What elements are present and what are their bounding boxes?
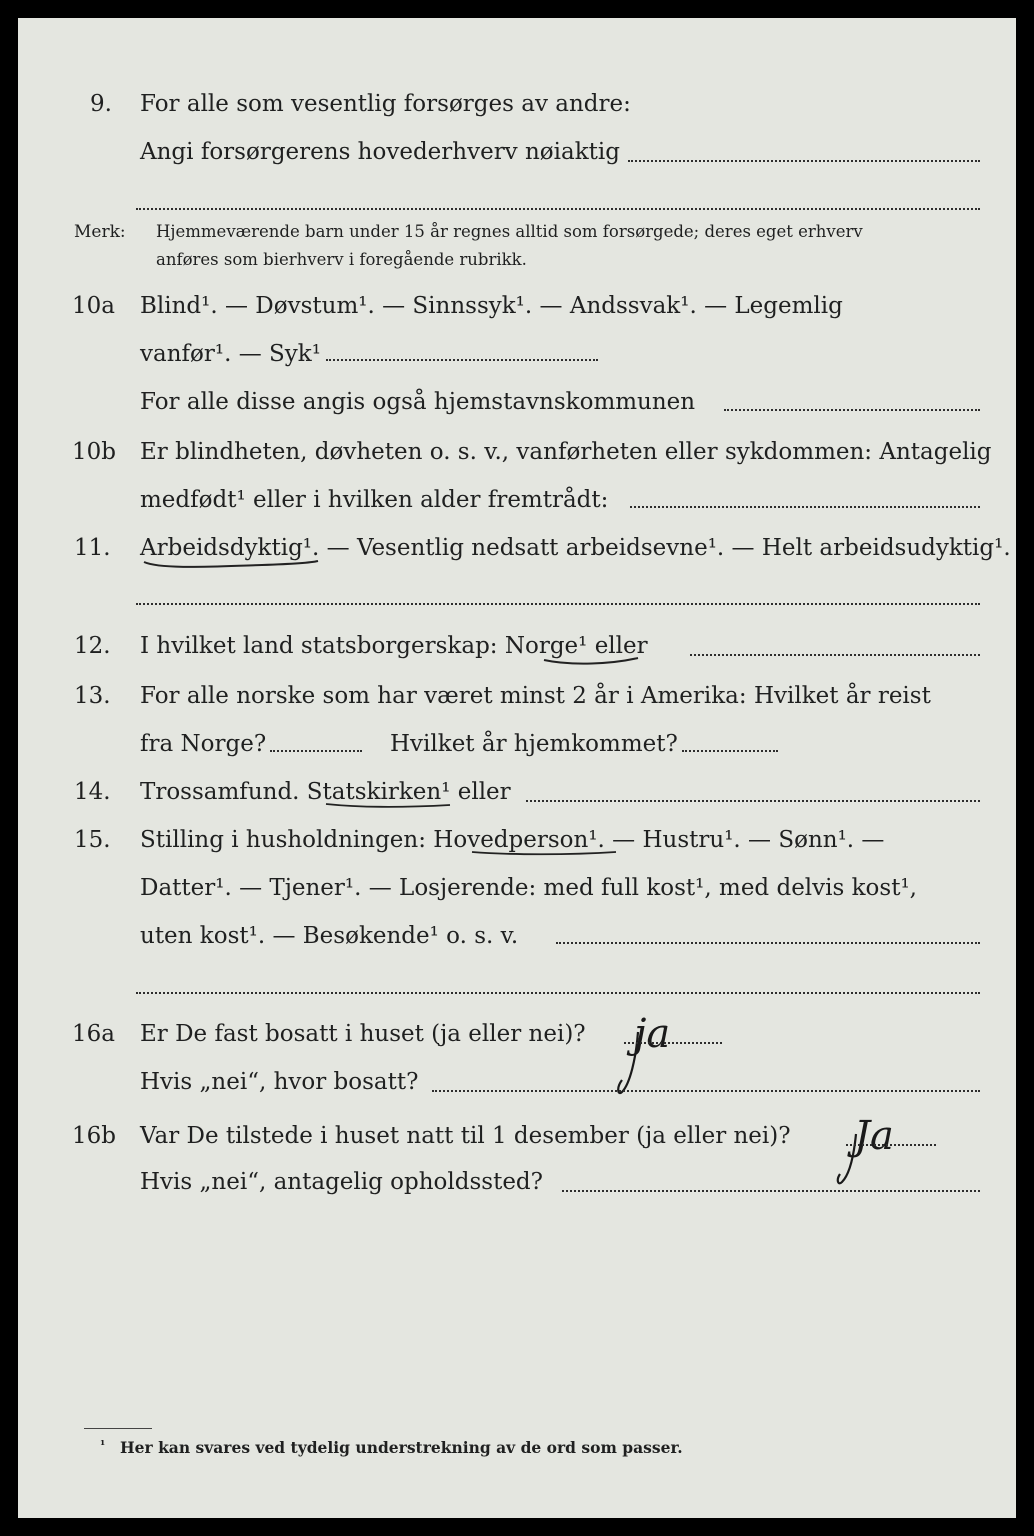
footnote-rule [84,1428,152,1429]
merk-label: Merk: [74,222,126,242]
q15-line3: uten kost¹. — Besøkende¹ o. s. v. [140,923,519,949]
footnote-text: Her kan svares ved tydelig understrekning av de ord som passer. [120,1438,683,1457]
q16a-line2: Hvis „nei“, hvor bosatt? [140,1069,419,1095]
q10b-answer-line[interactable] [630,506,980,508]
q11-number: 11. [74,535,111,561]
q12-line1: I hvilket land statsborgerskap: Norge¹ eller [140,633,648,659]
q15-answer-line-2[interactable] [136,992,980,994]
merk-line1: Hjemmeværende barn under 15 år regnes alltid som forsørgede; deres eget erhverv [156,222,863,241]
q11-answer-line[interactable] [136,603,980,605]
q10a-number: 10a [72,293,115,319]
footnote-mark: ¹ [100,1438,106,1452]
q16a-answer-line[interactable] [624,1042,722,1044]
q13-line1: For alle norske som har været minst 2 år i Amerika: Hvilket år reist [140,683,931,709]
q9-answer-line[interactable] [628,160,980,162]
q16a-answer-stroke [616,1028,646,1098]
q12-handwritten-underline [542,654,642,670]
q15-number: 15. [74,827,111,853]
census-form-page [18,18,1016,1518]
q9-line2: Angi forsørgerens hovederhverv nøiaktig [140,139,620,165]
q14-number: 14. [74,779,111,805]
q16b-answer-stroke [832,1130,862,1190]
q16b-answer-line[interactable] [846,1144,936,1146]
q10a-line1: Blind¹. — Døvstum¹. — Sinnssyk¹. — Andssvak¹. — Legemlig [140,293,843,319]
q13-line2b: Hvilket år hjemkommet? [390,731,678,757]
q15-line1: Stilling i husholdningen: Hovedperson¹. — Hustru¹. — Sønn¹. — [140,827,885,853]
q16b-number: 16b [72,1123,116,1149]
q15-answer-line[interactable] [556,942,980,944]
q11-handwritten-underline [142,554,322,574]
q9-number: 9. [90,91,112,117]
q10a-answer-line[interactable] [326,359,598,361]
q16a-number: 16a [72,1021,115,1047]
q12-number: 12. [74,633,111,659]
q14-line1: Trossamfund. Statskirken¹ eller [140,779,511,805]
q14-handwritten-underline [324,800,454,812]
q15-handwritten-underline [470,848,620,860]
q16b-line2: Hvis „nei“, antagelig opholdssted? [140,1169,543,1195]
q12-answer-line[interactable] [690,654,980,656]
q16b-line1: Var De tilstede i huset natt til 1 desember (ja eller nei)? [140,1123,791,1149]
q10b-line2: medfødt¹ eller i hvilken alder fremtrådt: [140,487,609,513]
q10a-hometown-line[interactable] [724,409,980,411]
q9-line1: For alle som vesentlig forsørges av andre: [140,91,631,117]
q16b-handwritten-answer[interactable]: Ja [854,1113,894,1159]
q13-line2a: fra Norge? [140,731,267,757]
q13-return-line[interactable] [682,750,778,752]
q16a-residence-line[interactable] [432,1090,980,1092]
q10a-line3: For alle disse angis også hjemstavnskommunen [140,389,696,415]
q10b-number: 10b [72,439,116,465]
q13-departure-line[interactable] [270,750,362,752]
q16b-location-line[interactable] [562,1190,980,1192]
q15-line2: Datter¹. — Tjener¹. — Losjerende: med full kost¹, med delvis kost¹, [140,875,917,901]
q11-line1: Arbeidsdyktig¹. — Vesentlig nedsatt arbeidsevne¹. — Helt arbeidsudyktig¹. [140,535,1011,561]
q13-number: 13. [74,683,111,709]
q16a-handwritten-answer[interactable]: ja [634,1011,671,1057]
q10a-line2: vanfør¹. — Syk¹ [140,341,321,367]
q16a-line1: Er De fast bosatt i huset (ja eller nei)? [140,1021,586,1047]
q9-answer-line-2[interactable] [136,208,980,210]
q10b-line1: Er blindheten, døvheten o. s. v., vanførheten eller sykdommen: Antagelig [140,439,992,465]
merk-line2: anføres som bierhverv i foregående rubrikk. [156,250,527,269]
q14-answer-line[interactable] [526,800,980,802]
